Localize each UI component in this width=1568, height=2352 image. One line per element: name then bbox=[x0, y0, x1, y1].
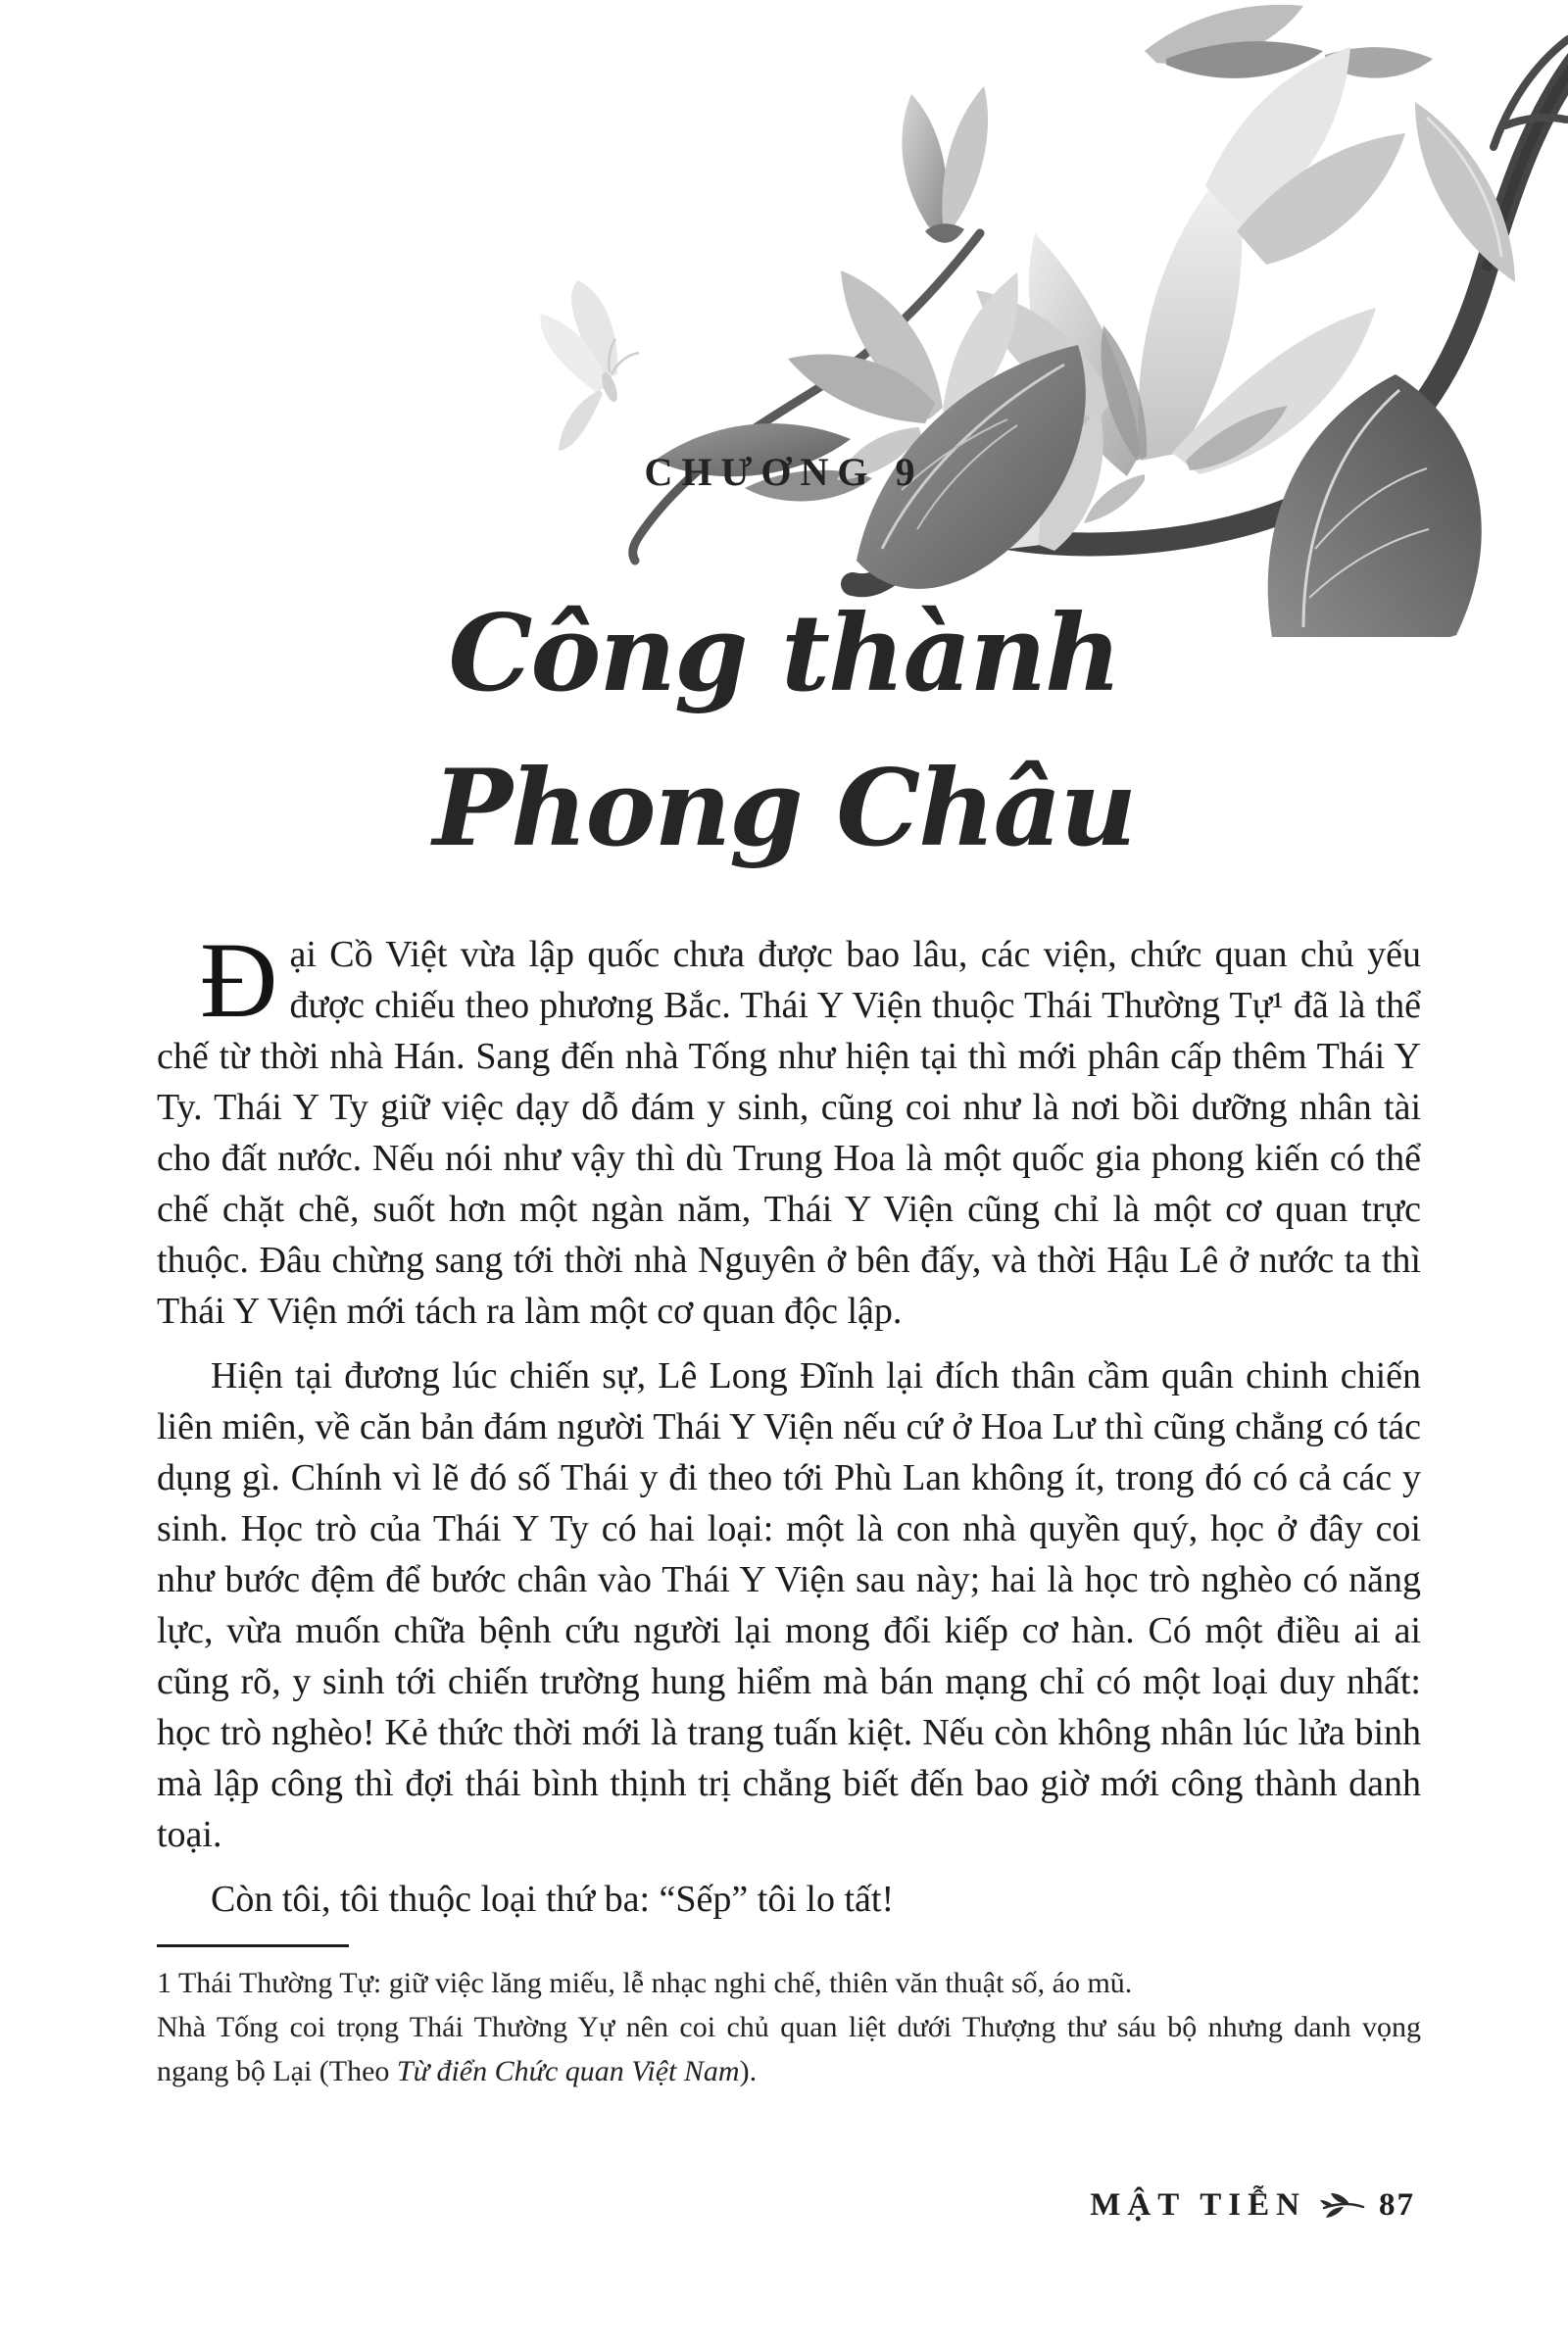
paragraph-1-text: ại Cồ Việt vừa lập quốc chưa được bao lâu, các viện, chức quan chủ yếu được chiếu theo phương Bắc. Thái Y Viện thuộc Thái Thường Tự¹ đã là thể chế từ thời nhà Hán. Sang đến nhà Tống như hiện tại thì mới phân cấp thêm Thái Y Ty. Thái Y Ty giữ việc dạy dỗ đám y sinh, cũng coi như là nơi bồi dưỡng nhân tài cho đất nước. Nếu nói như vậy thì dù Trung Hoa là một quốc gia phong kiến có thể chế chặt chẽ, suốt hơn một ngàn năm, Thái Y Viện cũng chỉ là một cơ quan trực thuộc. Đâu chừng sang tới thời nhà Nguyên ở bên đấy, và thời Hậu Lê ở nước ta thì Thái Y Viện mới tách ra làm một cơ quan độc lập. bbox=[157, 934, 1421, 1332]
footnote-line-2 bbox=[157, 2005, 1421, 2093]
paragraph-1 bbox=[157, 920, 1421, 1337]
chapter-title-line1: Công thành bbox=[448, 592, 1120, 715]
footnote-line-2-end: ). bbox=[739, 2055, 758, 2087]
paragraph-3: Còn tôi, tôi thuộc loại thứ ba: “Sếp” tôi lo tất! bbox=[211, 1879, 895, 1920]
body-text bbox=[157, 920, 1421, 2093]
chapter-label: CHƯƠNG 9 bbox=[644, 450, 924, 494]
page-number: 87 bbox=[1379, 2187, 1415, 2223]
footnote-book-reference: Từ điển Chức quan Việt Nam bbox=[396, 2055, 740, 2087]
bud bbox=[902, 86, 988, 243]
leaf-sprig-icon bbox=[1320, 2191, 1365, 2221]
drop-cap: Đ bbox=[200, 920, 278, 1040]
page-footer bbox=[1090, 2187, 1415, 2224]
chapter-title bbox=[0, 576, 1568, 886]
footnote bbox=[157, 1961, 1421, 2093]
paragraph-2: Hiện tại đương lúc chiến sự, Lê Long Đĩnh lại đích thân cầm quân chinh chiến liên miên, về căn bản đám người Thái Y Viện nếu cứ ở Hoa Lư thì cũng chẳng có tác dụng gì. Chính vì lẽ đó số Thái y đi theo tới Phù Lan không ít, trong đó có cả các y sinh. Học trò của Thái Y Ty có hai loại: một là con nhà quyền quý, học ở đây coi như bước đệm để bước chân vào Thái Y Viện sau này; hai là học trò nghèo có năng lực, vừa muốn chữa bệnh cứu người lại mong đổi kiếp cơ hàn. Có một điều ai ai cũng rõ, y sinh tới chiến trường hung hiểm mà bán mạng chỉ có một loại duy nhất: học trò nghèo! Kẻ thức thời mới là trang tuấn kiệt. Nếu còn không nhân lúc lửa binh mà lập công thì đợi thái bình thịnh trị chẳng biết đến bao giờ mới công thành danh toại. bbox=[157, 1355, 1421, 1855]
magnolia-illustration bbox=[0, 0, 1568, 637]
footnote-divider bbox=[157, 1944, 349, 1947]
chapter-title-line2: Phong Châu bbox=[432, 747, 1136, 870]
footnote-line-2-text: Nhà Tống coi trọng Thái Thường Yự nên coi chủ quan liệt dưới Thượng thư sáu bộ nhưng danh vọng ngang bộ Lại (Theo bbox=[157, 2011, 1421, 2087]
butterfly bbox=[541, 280, 639, 451]
running-title: MẬT TIỄN bbox=[1090, 2187, 1306, 2223]
footnote-line-1: 1 Thái Thường Tự: giữ việc lăng miếu, lễ nhạc nghi chế, thiên văn thuật số, áo mũ. bbox=[157, 1967, 1133, 1999]
